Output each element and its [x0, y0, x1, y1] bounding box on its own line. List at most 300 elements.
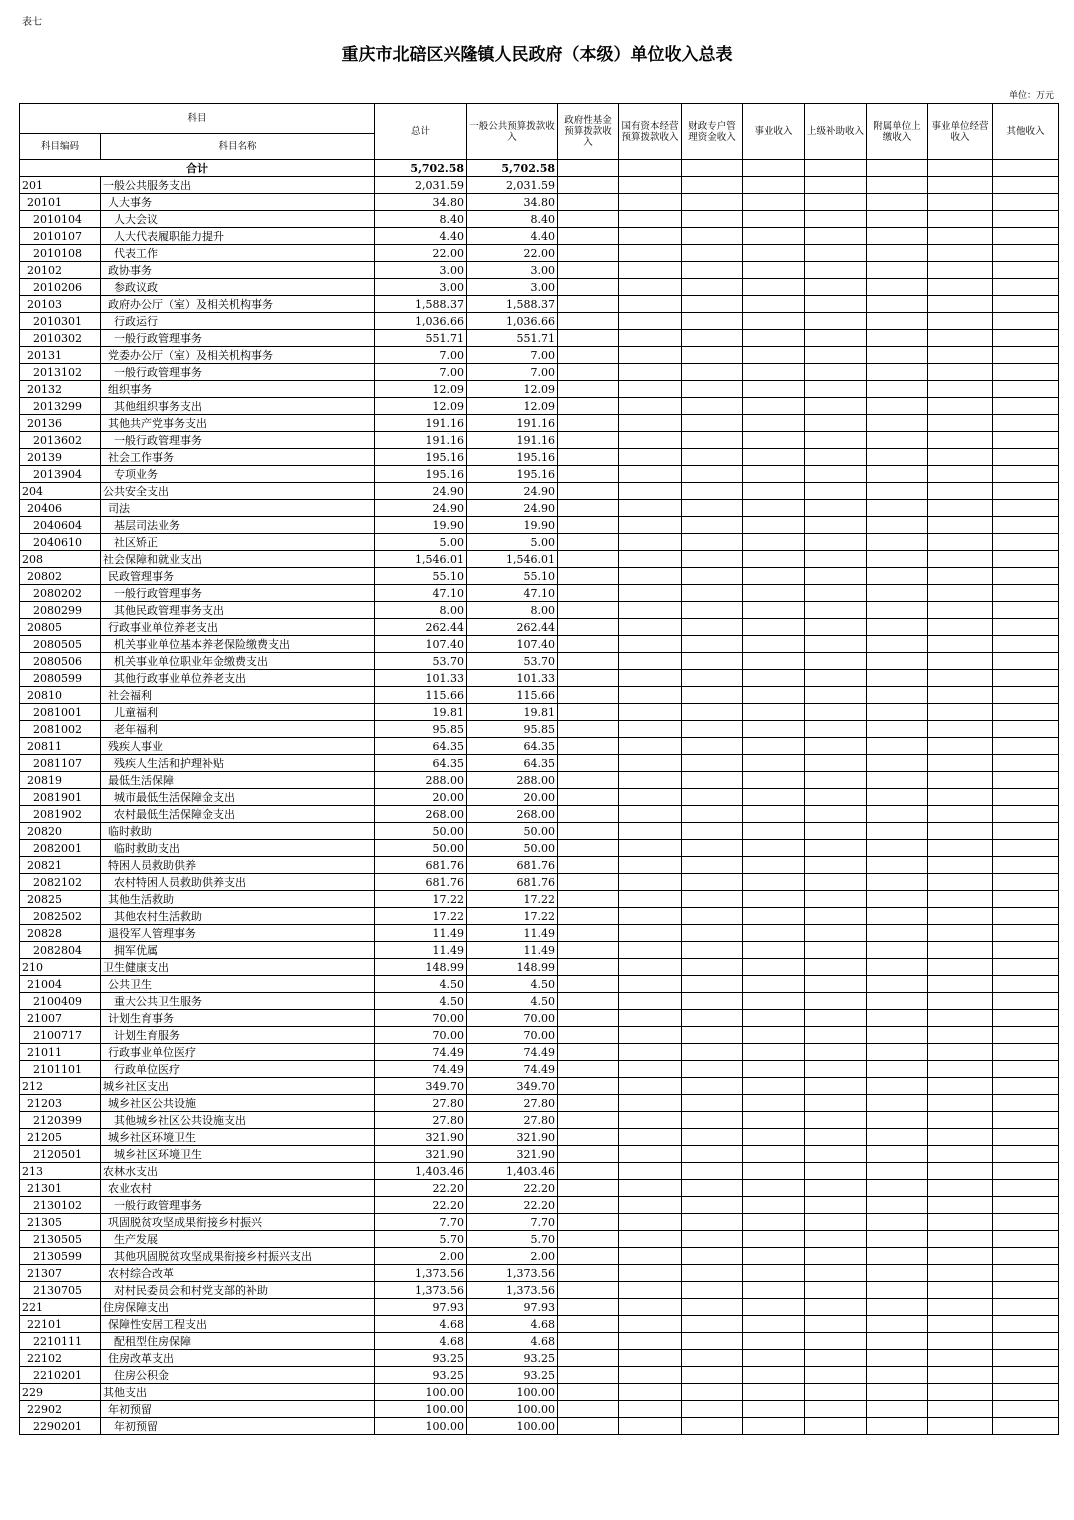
row-general-amount: 349.70 [467, 1078, 558, 1095]
empty-cell [867, 959, 928, 976]
row-general-amount: 100.00 [467, 1384, 558, 1401]
empty-cell [743, 687, 805, 704]
row-total: 74.49 [375, 1044, 467, 1061]
empty-cell [743, 1282, 805, 1299]
row-total: 50.00 [375, 823, 467, 840]
empty-cell [867, 823, 928, 840]
empty-cell [867, 1299, 928, 1316]
row-name: 民政管理事务 [101, 568, 375, 585]
empty-cell [682, 1384, 743, 1401]
empty-cell [558, 364, 619, 381]
row-name: 一般公共服务支出 [101, 177, 375, 194]
row-total: 95.85 [375, 721, 467, 738]
empty-cell [867, 1129, 928, 1146]
empty-cell [993, 1299, 1059, 1316]
empty-cell [928, 1401, 993, 1418]
empty-cell [558, 381, 619, 398]
empty-cell [743, 296, 805, 313]
empty-cell [682, 347, 743, 364]
empty-cell [619, 194, 682, 211]
empty-cell [805, 1282, 867, 1299]
row-general-amount: 1,588.37 [467, 296, 558, 313]
empty-cell [867, 942, 928, 959]
row-general-amount: 288.00 [467, 772, 558, 789]
empty-cell [558, 194, 619, 211]
empty-cell [619, 228, 682, 245]
empty-cell [993, 619, 1059, 636]
row-code: 20132 [20, 381, 101, 398]
empty-cell [993, 1214, 1059, 1231]
empty-cell [928, 925, 993, 942]
row-total: 321.90 [375, 1129, 467, 1146]
empty-cell [993, 1044, 1059, 1061]
empty-cell [805, 1078, 867, 1095]
row-code: 20811 [20, 738, 101, 755]
row-general-amount: 681.76 [467, 874, 558, 891]
empty-cell [867, 466, 928, 483]
row-name: 农林水支出 [101, 1163, 375, 1180]
empty-cell [928, 908, 993, 925]
empty-cell [928, 381, 993, 398]
empty-cell [805, 670, 867, 687]
row-name: 党委办公厅（室）及相关机构事务 [101, 347, 375, 364]
row-general-amount: 3.00 [467, 262, 558, 279]
empty-cell [619, 1316, 682, 1333]
row-general-amount: 27.80 [467, 1095, 558, 1112]
empty-cell [558, 1112, 619, 1129]
empty-cell [619, 347, 682, 364]
row-code: 210 [20, 959, 101, 976]
empty-cell [619, 585, 682, 602]
empty-cell [558, 874, 619, 891]
row-total: 27.80 [375, 1095, 467, 1112]
row-total: 22.00 [375, 245, 467, 262]
empty-cell [993, 245, 1059, 262]
row-code: 20821 [20, 857, 101, 874]
empty-cell [928, 976, 993, 993]
table-row [20, 653, 1059, 670]
empty-cell [619, 449, 682, 466]
row-code: 2081002 [20, 721, 101, 738]
empty-cell [993, 1367, 1059, 1384]
row-code: 2082102 [20, 874, 101, 891]
empty-cell [993, 670, 1059, 687]
empty-cell [805, 908, 867, 925]
empty-cell [682, 415, 743, 432]
empty-cell [805, 874, 867, 891]
empty-cell [619, 279, 682, 296]
empty-cell [805, 1010, 867, 1027]
row-general-amount: 27.80 [467, 1112, 558, 1129]
row-code: 204 [20, 483, 101, 500]
table-row [20, 1316, 1059, 1333]
row-total: 8.40 [375, 211, 467, 228]
row-general-amount: 4.40 [467, 228, 558, 245]
row-general-amount: 64.35 [467, 738, 558, 755]
row-general-amount: 50.00 [467, 840, 558, 857]
empty-cell [928, 1163, 993, 1180]
row-total: 262.44 [375, 619, 467, 636]
empty-cell [558, 738, 619, 755]
empty-cell [928, 840, 993, 857]
row-total: 70.00 [375, 1027, 467, 1044]
empty-cell [867, 1112, 928, 1129]
empty-cell [867, 364, 928, 381]
table-row [20, 364, 1059, 381]
row-name: 退役军人管理事务 [101, 925, 375, 942]
empty-cell [743, 1197, 805, 1214]
empty-cell [928, 993, 993, 1010]
row-total: 100.00 [375, 1384, 467, 1401]
row-total: 55.10 [375, 568, 467, 585]
empty-cell [928, 211, 993, 228]
empty-cell [867, 908, 928, 925]
empty-cell [682, 1333, 743, 1350]
empty-cell [993, 534, 1059, 551]
empty-cell [993, 330, 1059, 347]
empty-cell [619, 942, 682, 959]
row-general-amount: 17.22 [467, 908, 558, 925]
empty-cell [805, 330, 867, 347]
empty-cell [558, 1401, 619, 1418]
row-name: 机关事业单位基本养老保险缴费支出 [101, 636, 375, 653]
empty-cell [682, 1010, 743, 1027]
empty-cell [682, 330, 743, 347]
header-subject: 科目 [20, 104, 375, 134]
row-name: 年初预留 [101, 1401, 375, 1418]
empty-cell [993, 840, 1059, 857]
row-general-amount: 5.00 [467, 534, 558, 551]
row-name: 生产发展 [101, 1231, 375, 1248]
empty-cell [558, 636, 619, 653]
empty-cell [805, 857, 867, 874]
empty-cell [558, 177, 619, 194]
row-code: 2080299 [20, 602, 101, 619]
header-superior-subsidy: 上级补助收入 [805, 104, 867, 160]
row-general-amount: 12.09 [467, 381, 558, 398]
empty-cell [867, 1180, 928, 1197]
empty-cell [867, 1010, 928, 1027]
empty-cell [743, 1299, 805, 1316]
empty-cell [743, 959, 805, 976]
empty-cell [805, 1367, 867, 1384]
row-general-amount: 1,546.01 [467, 551, 558, 568]
row-total: 5.70 [375, 1231, 467, 1248]
empty-cell [743, 1010, 805, 1027]
table-row [20, 1078, 1059, 1095]
empty-cell [993, 1333, 1059, 1350]
empty-cell [928, 262, 993, 279]
empty-cell [993, 925, 1059, 942]
row-code: 21007 [20, 1010, 101, 1027]
empty-cell [558, 1214, 619, 1231]
empty-cell [682, 483, 743, 500]
empty-cell [993, 279, 1059, 296]
row-general-amount: 1,373.56 [467, 1282, 558, 1299]
empty-cell [805, 245, 867, 262]
empty-cell [993, 1282, 1059, 1299]
empty-cell [682, 1418, 743, 1435]
row-name: 组织事务 [101, 381, 375, 398]
empty-cell [743, 1214, 805, 1231]
empty-cell [682, 636, 743, 653]
table-row [20, 670, 1059, 687]
empty-cell [928, 1316, 993, 1333]
empty-cell [743, 568, 805, 585]
row-code: 20820 [20, 823, 101, 840]
row-total: 1,588.37 [375, 296, 467, 313]
empty-cell [682, 1027, 743, 1044]
row-name: 机关事业单位职业年金缴费支出 [101, 653, 375, 670]
row-name: 其他农村生活救助 [101, 908, 375, 925]
empty-cell [682, 517, 743, 534]
empty-cell [743, 1061, 805, 1078]
empty-cell [558, 976, 619, 993]
empty-cell [805, 653, 867, 670]
row-code: 20101 [20, 194, 101, 211]
empty-cell [619, 789, 682, 806]
table-row [20, 517, 1059, 534]
row-general-amount: 4.68 [467, 1333, 558, 1350]
empty-cell [682, 262, 743, 279]
table-row [20, 789, 1059, 806]
header-affiliated: 附属单位上缴收入 [867, 104, 928, 160]
table-row [20, 738, 1059, 755]
table-row [20, 568, 1059, 585]
empty-cell [558, 1265, 619, 1282]
row-name: 其他行政事业单位养老支出 [101, 670, 375, 687]
row-code: 2010108 [20, 245, 101, 262]
table-row [20, 704, 1059, 721]
empty-cell [558, 211, 619, 228]
row-code: 2120399 [20, 1112, 101, 1129]
empty-cell [558, 942, 619, 959]
row-total: 551.71 [375, 330, 467, 347]
row-general-amount: 22.20 [467, 1180, 558, 1197]
row-general-amount: 22.20 [467, 1197, 558, 1214]
empty-cell [619, 1129, 682, 1146]
empty-cell [682, 823, 743, 840]
empty-cell [867, 517, 928, 534]
empty-cell [682, 1231, 743, 1248]
empty-cell [743, 738, 805, 755]
row-name: 农村最低生活保障金支出 [101, 806, 375, 823]
empty-cell [682, 874, 743, 891]
empty-cell [993, 483, 1059, 500]
empty-cell [619, 1078, 682, 1095]
row-total: 107.40 [375, 636, 467, 653]
empty-cell [682, 279, 743, 296]
row-total: 321.90 [375, 1146, 467, 1163]
empty-cell [867, 976, 928, 993]
empty-cell [805, 262, 867, 279]
empty-cell [993, 721, 1059, 738]
empty-cell [682, 721, 743, 738]
row-total: 8.00 [375, 602, 467, 619]
empty-cell [805, 1231, 867, 1248]
empty-cell [558, 1095, 619, 1112]
empty-cell [558, 1350, 619, 1367]
empty-cell [993, 398, 1059, 415]
empty-cell [619, 738, 682, 755]
empty-cell [682, 194, 743, 211]
empty-cell [993, 1350, 1059, 1367]
empty-cell [805, 636, 867, 653]
empty-cell [682, 228, 743, 245]
table-row [20, 891, 1059, 908]
table-row [20, 1248, 1059, 1265]
row-total: 74.49 [375, 1061, 467, 1078]
row-general-amount: 8.00 [467, 602, 558, 619]
empty-cell [743, 347, 805, 364]
row-name: 城乡社区环境卫生 [101, 1146, 375, 1163]
empty-cell [993, 1384, 1059, 1401]
empty-cell [928, 415, 993, 432]
empty-cell [558, 313, 619, 330]
empty-cell [743, 364, 805, 381]
empty-cell [805, 228, 867, 245]
row-name: 城乡社区环境卫生 [101, 1129, 375, 1146]
table-row [20, 1367, 1059, 1384]
row-name: 参政议政 [101, 279, 375, 296]
row-name: 行政事业单位医疗 [101, 1044, 375, 1061]
empty-cell [619, 806, 682, 823]
empty-cell [619, 1061, 682, 1078]
empty-cell [805, 381, 867, 398]
empty-cell [558, 993, 619, 1010]
empty-cell [928, 585, 993, 602]
row-code: 20136 [20, 415, 101, 432]
empty-cell [867, 415, 928, 432]
empty-cell [743, 313, 805, 330]
row-code: 2080202 [20, 585, 101, 602]
empty-cell [558, 279, 619, 296]
empty-cell [805, 500, 867, 517]
empty-cell [993, 687, 1059, 704]
row-code: 2013904 [20, 466, 101, 483]
empty-cell [805, 1248, 867, 1265]
row-name: 残疾人生活和护理补贴 [101, 755, 375, 772]
empty-cell [928, 194, 993, 211]
row-name: 保障性安居工程支出 [101, 1316, 375, 1333]
empty-cell [743, 398, 805, 415]
empty-cell [682, 1350, 743, 1367]
empty-cell [619, 755, 682, 772]
row-total: 195.16 [375, 449, 467, 466]
empty-cell [619, 364, 682, 381]
row-code: 2013299 [20, 398, 101, 415]
empty-cell [558, 534, 619, 551]
empty-cell [805, 959, 867, 976]
empty-cell [928, 1367, 993, 1384]
row-name: 临时救助支出 [101, 840, 375, 857]
empty-cell [682, 789, 743, 806]
row-total: 1,373.56 [375, 1282, 467, 1299]
row-general-amount: 191.16 [467, 432, 558, 449]
row-code: 221 [20, 1299, 101, 1316]
empty-cell [743, 806, 805, 823]
empty-cell [867, 653, 928, 670]
row-general-amount: 74.49 [467, 1044, 558, 1061]
row-total: 17.22 [375, 891, 467, 908]
empty-cell [558, 245, 619, 262]
row-total: 4.50 [375, 976, 467, 993]
row-total: 100.00 [375, 1418, 467, 1435]
table-row [20, 1095, 1059, 1112]
empty-cell [805, 891, 867, 908]
empty-cell [928, 1248, 993, 1265]
empty-cell [928, 466, 993, 483]
empty-cell [619, 211, 682, 228]
empty-cell [558, 772, 619, 789]
row-general-amount: 1,403.46 [467, 1163, 558, 1180]
empty-cell [805, 772, 867, 789]
empty-cell [805, 313, 867, 330]
empty-cell [993, 1401, 1059, 1418]
empty-cell [993, 568, 1059, 585]
empty-cell [805, 1197, 867, 1214]
row-name: 住房保障支出 [101, 1299, 375, 1316]
row-code: 20828 [20, 925, 101, 942]
empty-cell [682, 211, 743, 228]
row-total: 7.00 [375, 364, 467, 381]
empty-cell [619, 619, 682, 636]
empty-cell [558, 296, 619, 313]
empty-cell [805, 789, 867, 806]
empty-cell [928, 177, 993, 194]
empty-cell [928, 738, 993, 755]
empty-cell [682, 398, 743, 415]
empty-cell [558, 1367, 619, 1384]
empty-cell [993, 585, 1059, 602]
empty-cell [867, 840, 928, 857]
empty-cell [682, 432, 743, 449]
empty-cell [619, 1010, 682, 1027]
empty-cell [743, 279, 805, 296]
row-general-amount: 100.00 [467, 1418, 558, 1435]
empty-cell [743, 1384, 805, 1401]
empty-cell [743, 1350, 805, 1367]
empty-cell [619, 670, 682, 687]
row-total: 97.93 [375, 1299, 467, 1316]
empty-cell [867, 1384, 928, 1401]
row-code: 2100409 [20, 993, 101, 1010]
row-code: 2130505 [20, 1231, 101, 1248]
empty-cell [743, 1265, 805, 1282]
row-name: 政协事务 [101, 262, 375, 279]
empty-cell [682, 1367, 743, 1384]
row-general-amount: 93.25 [467, 1367, 558, 1384]
table-row [20, 1146, 1059, 1163]
empty-cell [743, 704, 805, 721]
header-general-budget: 一般公共预算拨款收入 [467, 104, 558, 160]
empty-cell [993, 177, 1059, 194]
row-general-amount: 11.49 [467, 942, 558, 959]
row-name: 社会福利 [101, 687, 375, 704]
row-code: 2100717 [20, 1027, 101, 1044]
empty-cell [928, 942, 993, 959]
empty-cell [743, 1180, 805, 1197]
empty-cell [743, 534, 805, 551]
empty-cell [619, 551, 682, 568]
table-row [20, 823, 1059, 840]
empty-cell [867, 1418, 928, 1435]
empty-cell [743, 1129, 805, 1146]
empty-cell [867, 194, 928, 211]
row-code: 21301 [20, 1180, 101, 1197]
row-total: 64.35 [375, 755, 467, 772]
row-general-amount: 95.85 [467, 721, 558, 738]
